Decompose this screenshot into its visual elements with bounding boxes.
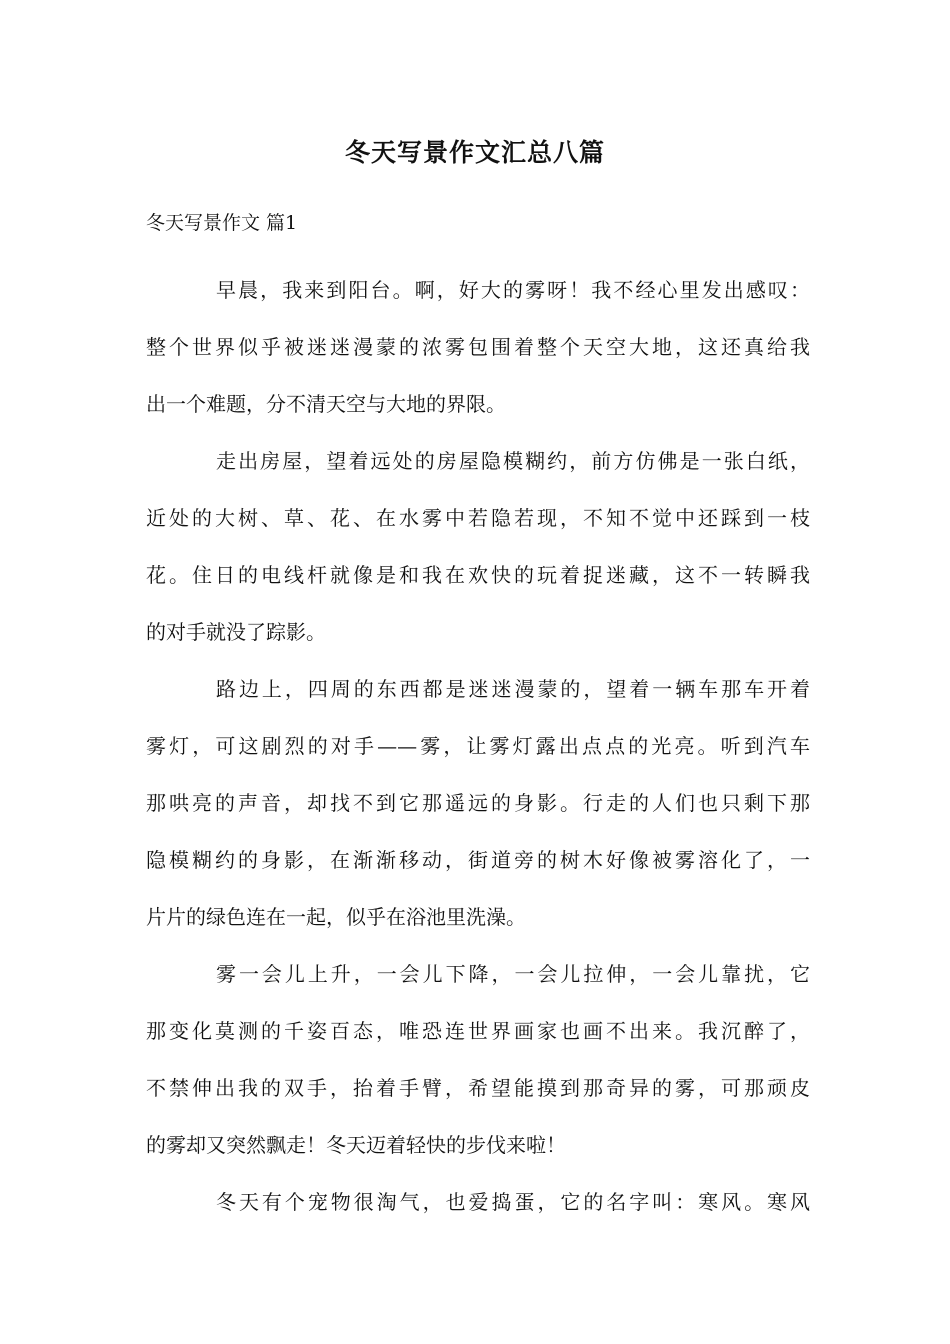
text-line: 出一个难题，分不清天空与大地的界限。 [146, 392, 506, 416]
essay-body [146, 262, 810, 1231]
section-heading: 冬天写景作文 篇1 [146, 212, 298, 234]
text-line: 花。住日的电线杆就像是和我在欢快的玩着捉迷藏，这不一转瞬我 [146, 563, 810, 587]
text-line: 不禁伸出我的双手，抬着手臂，希望能摸到那奇异的雾，可那顽皮 [146, 1076, 810, 1100]
text-line: 雾一会儿上升，一会儿下降，一会儿拉伸，一会儿靠扰，它 [216, 962, 810, 986]
document-title: 冬天写景作文汇总八篇 [344, 138, 605, 167]
text-line: 冬天有个宠物很淘气，也爱捣蛋，它的名字叫：寒风。寒风 [216, 1190, 810, 1214]
text-line: 隐模糊约的身影，在渐渐移动，街道旁的树木好像被雾溶化了，一 [146, 848, 810, 872]
text-line: 的对手就没了踪影。 [146, 620, 326, 644]
text-line: 那哄亮的声音，却找不到它那遥远的身影。行走的人们也只剩下那 [146, 791, 810, 815]
text-line: 的雾却又突然飘走！冬天迈着轻快的步伐来啦！ [146, 1133, 566, 1157]
text-line: 那变化莫测的千姿百态，唯恐连世界画家也画不出来。我沉醉了， [146, 1019, 810, 1043]
text-line: 近处的大树、草、花、在水雾中若隐若现，不知不觉中还踩到一枝 [146, 506, 810, 530]
paragraph [146, 946, 810, 1174]
text-line: 片片的绿色连在一起，似乎在浴池里洗澡。 [146, 905, 526, 929]
text-line: 整个世界似乎被迷迷漫蒙的浓雾包围着整个天空大地，这还真给我 [146, 335, 810, 359]
paragraph [146, 262, 810, 433]
text-line: 走出房屋，望着远处的房屋隐模糊约，前方仿佛是一张白纸， [216, 449, 810, 473]
paragraph [146, 1174, 810, 1231]
text-line: 早晨，我来到阳台。啊，好大的雾呀！我不经心里发出感叹： [216, 278, 810, 302]
paragraph [146, 661, 810, 946]
paragraph [146, 433, 810, 661]
text-line: 雾灯，可这剧烈的对手——雾，让雾灯露出点点的光亮。听到汽车 [146, 734, 810, 758]
text-line: 路边上，四周的东西都是迷迷漫蒙的，望着一辆车那车开着 [216, 677, 810, 701]
